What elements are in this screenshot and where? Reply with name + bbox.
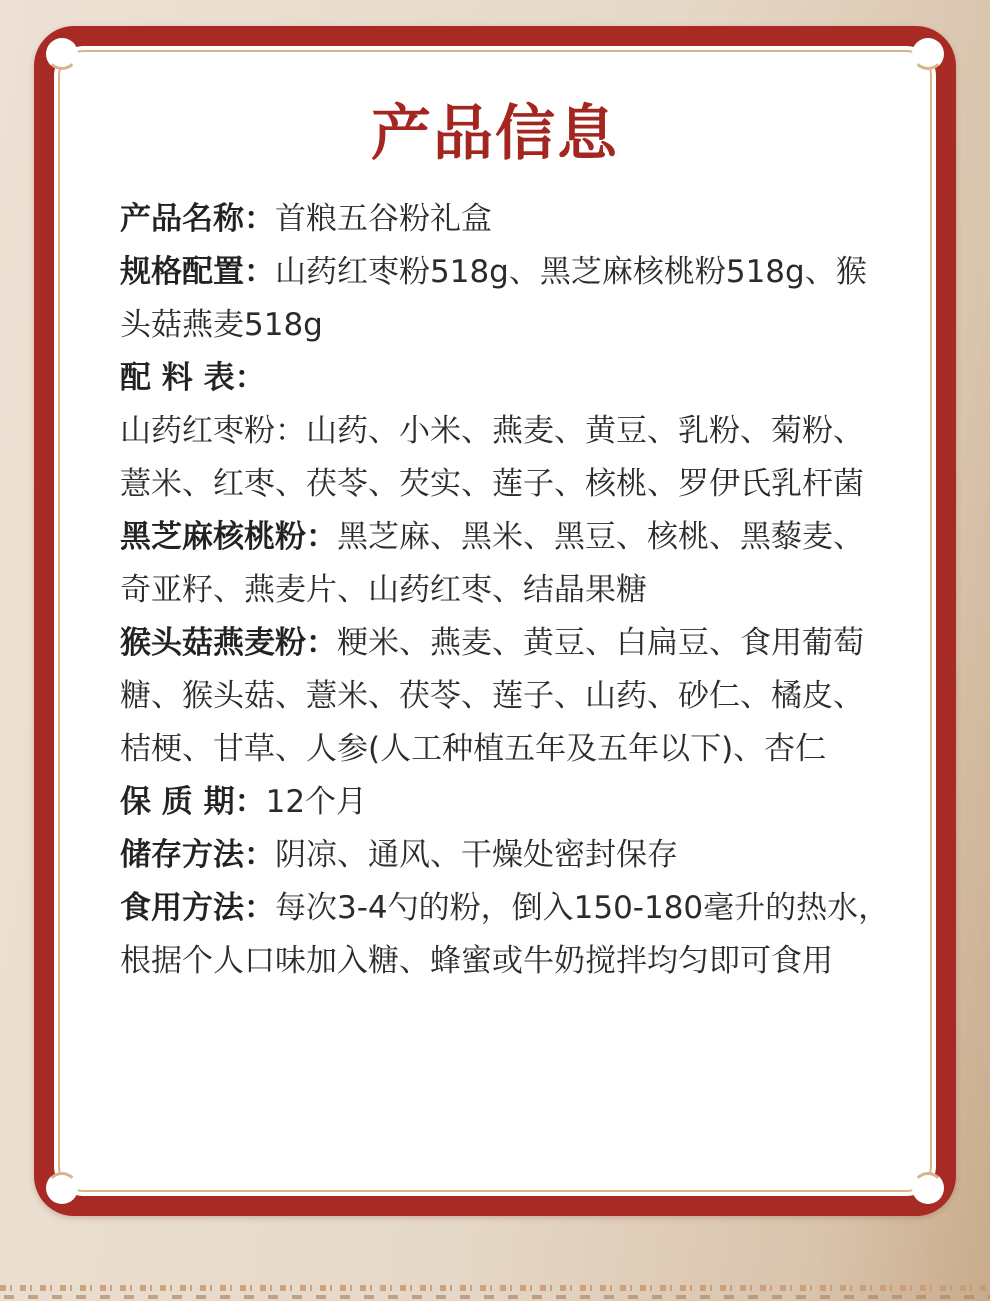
shelf-life-value: 12个月 [265,784,368,820]
corner-ornament-icon [912,38,944,70]
spec-label: 规格配置： [120,254,275,290]
product-name-label: 产品名称： [120,201,275,237]
storage-label: 储存方法： [120,837,275,873]
ingredients-heading [120,352,890,405]
storage-value: 阴凉、通风、干燥处密封保存 [275,837,678,873]
ingredient-row [120,405,890,511]
decorative-rope-border [0,1295,990,1299]
corner-ornament-icon [46,1172,78,1204]
usage-label: 食用方法： [120,890,275,926]
ingredient-value: 粳米、燕麦、黄豆、白扁豆、食用葡萄糖、猴头菇、薏米、茯苓、莲子、山药、砂仁、橘皮、桔梗、甘草、人参(人工种植五年及五年以下)、杏仁 [120,625,864,767]
usage-row [120,882,890,988]
info-list [120,193,890,988]
decorative-rope-border [0,1285,990,1291]
ingredient-label: 猴头菇燕麦粉： [120,625,337,661]
shelf-life-label: 保 质 期： [120,784,266,820]
ingredient-row [120,617,890,776]
product-name-row [120,193,890,246]
storage-row [120,829,890,882]
ingredient-row [120,511,890,617]
ingredient-value: 山药、小米、燕麦、黄豆、乳粉、菊粉、薏米、红枣、茯苓、芡实、莲子、核桃、罗伊氏乳杆菌 [120,413,864,502]
shelf-life-row [120,776,890,829]
ingredient-value: 黑芝麻、黑米、黑豆、核桃、黑藜麦、奇亚籽、燕麦片、山药红枣、结晶果糖 [120,519,864,608]
corner-ornament-icon [912,1172,944,1204]
ingredient-label: 山药红枣粉： [120,413,306,449]
corner-ornament-icon [46,38,78,70]
spec-value: 山药红枣粉518g、黑芝麻核桃粉518g、猴头菇燕麦518g [120,254,867,343]
ingredients-label: 配 料 表： [120,360,266,396]
usage-value: 每次3-4勺的粉，倒入150-180毫升的热水，根据个人口味加入糖、蜂蜜或牛奶搅拌均匀即可食用 [120,890,890,979]
spec-row [120,246,890,352]
product-name-value: 首粮五谷粉礼盒 [275,201,492,237]
ingredient-label: 黑芝麻核桃粉： [120,519,337,555]
page-title: 产品信息 [371,99,619,169]
